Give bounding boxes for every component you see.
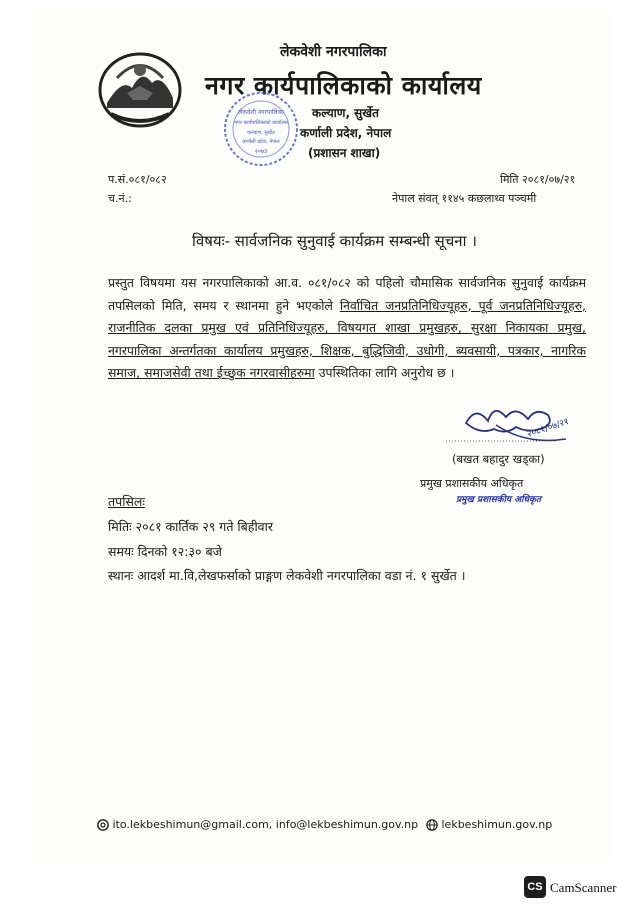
signatory-title: प्रमुख प्रशासकीय अधिकृत (420, 477, 524, 490)
branch-name: (प्रशासन शाखा) (308, 146, 381, 160)
office-title: नगर कार्यपालिकाको कार्यालय (205, 71, 482, 100)
dispatch-number: च.नं.: (108, 192, 132, 205)
globe-icon (426, 819, 438, 831)
stamp-line-3: कल्याण, सुर्खेत (247, 130, 275, 136)
event-time: समयः दिनको १२:३० बजे (108, 544, 222, 559)
address-line-1: कल्याण, सुर्खेत (312, 106, 379, 120)
signatory-stamp-title: प्रमुख प्रशासकीय अधिकृत (456, 495, 542, 505)
footer-email[interactable]: ito.lekbeshimun@gmail.com, info@lekbeshimun.gov.np (112, 818, 419, 831)
signatory-name: (बखत बहादुर खड्का) (452, 452, 545, 466)
stamp-line-2: नगर कार्यपालिकाको कार्यालय (234, 120, 288, 126)
body-intro: प्रस्तुत विषयमा यस नगरपालिकाको आ.व. ०८१/०८२ को पहिलो चौमासिक सार्वजनिक सुनुवाई कार्यक्रम तपसिलको मिति, समय र स्थानमा हुने भएकोले (108, 275, 586, 313)
stamp-line-1: लेकवेशी नगरपालिका (238, 109, 284, 116)
footer-website-block (426, 818, 552, 831)
camscanner-logo-icon: CS (524, 876, 546, 898)
email-icon (97, 819, 109, 831)
municipality-name: लेकवेशी नगरपालिका (280, 44, 387, 60)
body-invitees: निर्वाचित जनप्रतिनिधिज्यूहरु, पूर्व जनप्रतिनिधिज्यूहरु, राजनीतिक दलका प्रमुख एवं प्रतिनिधिज्यूहरु, विषयगत शाखा प्रमुखहरु, सुरक्षा निकायका प्रमुख, नगरपालिका अन्तर्गतका कार्यालय प्रमुखहरु, शिक्षक, बुद्धिजिवी, उधोगी, ब्यवसायी, पत्रकार, नागरिक समाज, समाजसेवी तथा ईच्छुक नगरवासीहरुमा (108, 297, 586, 381)
body-outro: उपस्थितिका लागि अनुरोध छ । (314, 365, 455, 381)
office-stamp (222, 90, 300, 168)
subject-line: विषयः- सार्वजनिक सुनुवाई कार्यक्रम सम्बन्धी सूचना । (192, 232, 477, 250)
footer-website[interactable]: lekbeshimun.gov.np (441, 818, 553, 831)
letter-number: प.सं.०८१/०८२ (108, 173, 167, 186)
event-place: स्थानः आदर्श मा.वि,लेखफर्साको प्राङ्गण लेकवेशी नगरपालिका वडा नं. १ सुर्खेत । (108, 568, 466, 583)
event-date: मितिः २०८१ कार्तिक २९ गते बिहीवार (108, 519, 273, 534)
letter-date: मिति २०८१/०७/२१ (500, 173, 576, 186)
signature-date: २०८१/०७/२१ (525, 416, 571, 440)
notice-body (108, 272, 586, 385)
camscanner-label: CamScanner (550, 880, 617, 895)
footer-email-block (97, 818, 418, 831)
nepal-emblem-icon (97, 48, 183, 128)
nepal-samvat-date: नेपाल संवत् ११४५ कछलाथ्व पञ्चमी (392, 192, 537, 205)
details-heading: तपसिलः (108, 494, 145, 509)
stamp-line-5: २०७३ (254, 148, 268, 155)
address-line-2: कर्णाली प्रदेश, नेपाल (300, 126, 392, 140)
stamp-line-4: कर्णाली प्रदेश, नेपाल (242, 139, 280, 145)
